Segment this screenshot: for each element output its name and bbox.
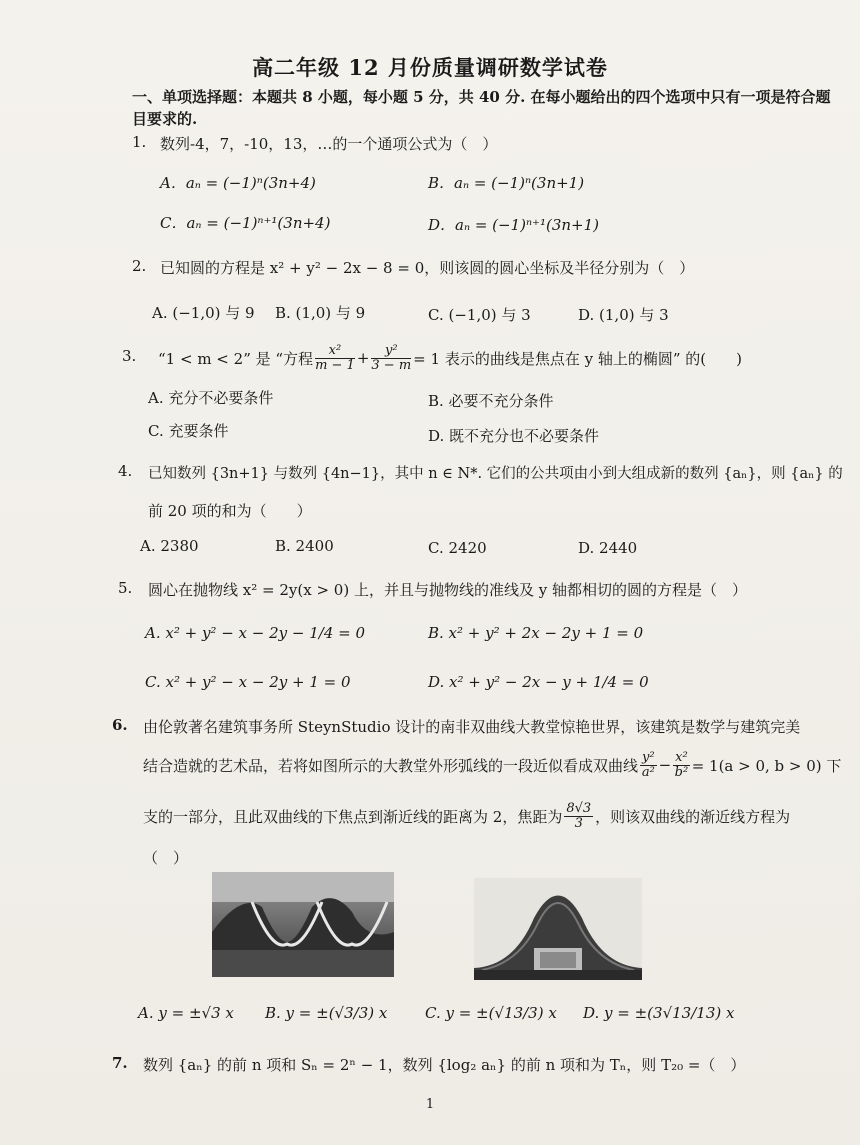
question-text: 数列 {aₙ} 的前 n 项和 Sₙ = 2ⁿ − 1，数列 {log₂ aₙ} 的前 n 项和为 Tₙ，则 T₂₀ =（ ） [143,1056,746,1074]
option-c: C. 2420 [428,539,487,557]
option-d: D. (1,0) 与 3 [578,306,669,324]
fraction-numerator: x² [675,749,688,765]
fraction-denominator: 3 [574,815,583,831]
option-d: D. y = ±(3√13/13) x [583,1004,735,1022]
question-number: 6. [112,716,128,734]
fraction [640,751,657,780]
question-number: 3. [122,347,137,365]
question-text-part: ，则该双曲线的渐近线方程为 [595,807,791,826]
question-text-part: 结合造就的艺术品，若将如图所示的大教堂外形弧线的一段近似看成双曲线 [143,756,639,775]
question-text-line3 [143,796,790,836]
option-c: C. y = ±(√13/3) x [425,1004,557,1022]
option-a: A. y = ±√3 x [138,1004,234,1022]
page-number: 1 [425,1097,435,1112]
question-text-part: = 1 表示的曲线是焦点在 y 轴上的椭圆” 的( ) [413,349,742,368]
question-text-line2: 前 20 项的和为（ ） [148,502,312,520]
fraction-numerator: 8√3 [566,800,592,816]
fraction [564,802,593,831]
question-text-part: = 1(a > 0, b > 0) 下 [691,756,842,775]
option-b: B. y = ±(√3/3) x [265,1004,388,1022]
option-a: A. 2380 [140,537,199,555]
cathedral-interior-photo [212,872,394,977]
question-text-line4: （ ） [143,849,189,867]
option-b: B. (1,0) 与 9 [275,304,366,322]
fraction [673,751,690,780]
question-text-line2 [143,745,841,785]
question-text-part: 支的一部分，且此双曲线的下焦点到渐近线的距离为 2，焦距为 [143,807,563,826]
option-a: A. x² + y² − x − 2y − 1/4 = 0 [145,624,366,642]
option-b: B. 必要不充分条件 [428,392,554,410]
fraction-denominator: 3 − m [371,357,412,373]
option-a: A. 充分不必要条件 [148,389,274,407]
section-heading: 一、单项选择题：本题共 8 小题，每小题 5 分，共 40 分. 在每小题给出的四个选项中只有一项是符合题目要求的. [132,88,831,128]
fraction-denominator: m − 1 [315,357,355,373]
option-d: D. 既不充分也不必要条件 [428,427,600,445]
fraction-numerator: y² [371,344,411,359]
option-d: D. x² + y² − 2x − y + 1/4 = 0 [428,673,649,691]
option-c: C. (−1,0) 与 3 [428,306,531,324]
option-c: C. x² + y² − x − 2y + 1 = 0 [145,673,351,691]
fraction-denominator: b² [674,764,689,780]
option-b: B．aₙ = (−1)ⁿ(3n+1) [428,174,585,192]
question-text: 已知数列 {3n+1} 与数列 {4n−1}，其中 n ∈ N*. 它们的公共项由小到大组成新的数列 {aₙ}，则 {aₙ} 的 [148,466,843,482]
option-a: A．aₙ = (−1)ⁿ(3n+4) [160,174,316,192]
minus-sign: − [658,756,672,774]
plus-sign: + [356,349,370,367]
question-text-part: “1 < m < 2” 是 “方程 [158,349,314,368]
fraction-numerator: y² [642,749,655,765]
cathedral-exterior-photo [474,878,642,980]
question-number: 1. [132,133,147,151]
option-a: A. (−1,0) 与 9 [152,304,255,322]
question-text-line1: 由伦敦著名建筑事务所 SteynStudio 设计的南非双曲线大教堂惊艳世界，该建筑是数学与建筑完美 [143,718,801,736]
question-number: 5. [118,579,133,597]
question-text: 圆心在抛物线 x² = 2y(x > 0) 上，并且与抛物线的准线及 y 轴都相切的圆的方程是（ ） [148,581,747,599]
question-text [158,340,742,376]
page-title: 高二年级 12 月份质量调研数学试卷 [252,55,608,80]
option-b: B. 2400 [275,537,334,555]
option-c: C. 充要条件 [148,422,229,440]
fraction [371,344,411,373]
question-number: 2. [132,257,147,275]
option-d: D. 2440 [578,539,638,557]
option-b: B. x² + y² + 2x − 2y + 1 = 0 [428,624,644,642]
question-number: 4. [118,462,133,480]
fraction-denominator: a² [641,764,655,780]
fraction-numerator: x² [315,344,355,359]
option-d: D．aₙ = (−1)ⁿ⁺¹(3n+1) [428,216,599,234]
fraction [315,344,355,373]
question-text: 已知圆的方程是 x² + y² − 2x − 8 = 0，则该圆的圆心坐标及半径分别为（ ） [160,259,695,277]
question-text: 数列-4，7，-10，13，…的一个通项公式为（ ） [160,135,498,153]
option-c: C．aₙ = (−1)ⁿ⁺¹(3n+4) [160,214,331,232]
question-number: 7. [112,1054,128,1072]
